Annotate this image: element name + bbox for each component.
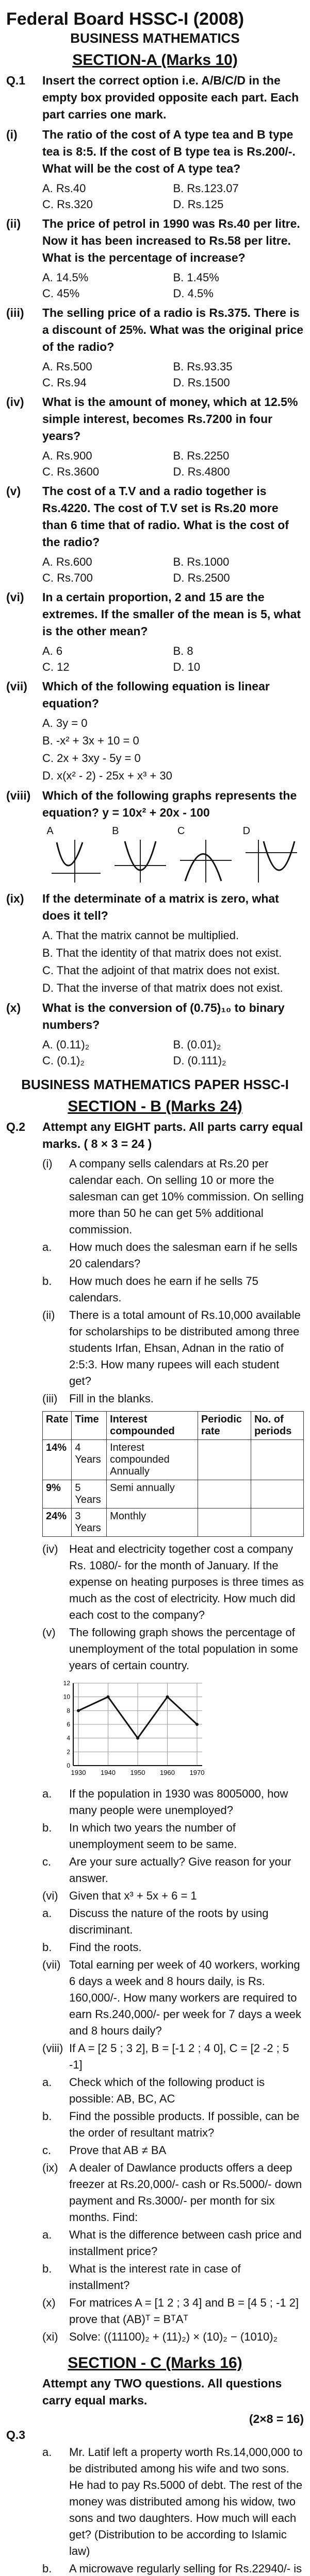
option-text: D. x(x² - 2) - 25x + x³ + 30: [42, 769, 172, 782]
graph-b-parabola-up: [112, 837, 169, 884]
x-tick-label: 1930: [71, 1769, 86, 1776]
graph-d-parabola-shifted: [243, 837, 300, 884]
question-part: [42, 1624, 304, 1674]
table-cell: [251, 1440, 304, 1480]
part-text: Check which of the following product is possible: AB, BC, AC: [69, 2076, 265, 2105]
q1-x-text: What is the conversion of (0.75)₁₀ to binary numbers?: [42, 1001, 285, 1031]
part-label: a.: [42, 1787, 52, 1800]
q1-number: Q.1: [6, 74, 26, 87]
option-text: C. That the adjoint of that matrix does not exist.: [42, 964, 280, 977]
mcq-list: [6, 126, 304, 675]
part-text: A dealer of Dawlance products offers a deep freezer at Rs.20,000/- cash or Rs.5000/- down payment and Rs.3000/- per month for six months. Find:: [69, 2161, 302, 2224]
table-cell: 3 Years: [72, 1509, 107, 1537]
graph-option-d: [243, 825, 300, 886]
section-c-marks: (2×8 = 16): [249, 2412, 304, 2426]
q1-ix-opt-c: [42, 962, 304, 979]
y-tick-label: 6: [67, 1721, 70, 1728]
graph-option-c: [177, 825, 234, 886]
option-text: A. That the matrix cannot be multiplied.: [42, 929, 239, 942]
mcq-text: The selling price of a radio is Rs.375. There is a discount of 25%. What was the original price of the radio?: [42, 306, 304, 353]
q1-ix: [6, 890, 304, 924]
q1-instruction-row: [6, 72, 304, 123]
part-label: a.: [42, 2446, 52, 2459]
question-part: [42, 2160, 304, 2226]
mcq-text: In a certain proportion, 2 and 15 are the extremes. If the smaller of the mean is 5, what is the other mean?: [42, 590, 301, 638]
y-tick-label: 4: [67, 1734, 70, 1742]
question-part: [42, 2261, 304, 2294]
option-text: B. Rs.123.07: [173, 182, 239, 195]
option-text: D. Rs.2500: [173, 571, 230, 584]
option-text: D. (0.111)₂: [173, 1054, 226, 1067]
option-text: B. 8: [173, 645, 193, 657]
paper-title: Federal Board HSSC-I (2008): [6, 9, 244, 29]
y-tick-label: 12: [63, 1680, 70, 1687]
section-c-instruction: Attempt any TWO questions. All questions carry equal marks.: [42, 2377, 282, 2407]
part-label: (vi): [42, 1889, 58, 1902]
data-point: [195, 1723, 199, 1726]
q1-x-label: (x): [6, 1001, 21, 1014]
mcq-label: (ii): [6, 217, 21, 230]
q1-vii-opt-c: [42, 750, 304, 767]
mcq-options: [42, 269, 304, 301]
graph-label: A: [46, 825, 54, 837]
section-a-heading: SECTION-A (Marks 10): [72, 52, 238, 69]
part-label: c.: [42, 1855, 52, 1868]
part-text: What is the difference between cash price and installment price?: [69, 2228, 302, 2258]
interest-rate-table: [42, 1411, 304, 1537]
part-label: (xi): [42, 2330, 58, 2343]
question-part: [42, 1391, 304, 1407]
question-part: [42, 2295, 304, 2328]
question-part: [42, 2142, 304, 2159]
q1-vii: [6, 678, 304, 712]
question-part: [42, 1239, 304, 1272]
table-header: Rate: [43, 1412, 72, 1440]
option-text: D. Rs.125: [173, 198, 224, 211]
table-cell: [198, 1480, 251, 1509]
section-b-parts-3: [6, 1786, 304, 2345]
table-row: [43, 1480, 304, 1509]
part-text: If the population in 1930 was 8005000, how many people were unemployed?: [69, 1787, 288, 1817]
question-part: [42, 1541, 304, 1623]
q1-ix-text: If the determinate of a matrix is zero, what does it tell?: [42, 892, 279, 922]
section-b-parts-2: [6, 1541, 304, 1674]
question-part: [42, 1820, 304, 1853]
q2-instruction-row: [6, 1118, 304, 1153]
option-text: A. (0.11)₂: [42, 1038, 90, 1051]
question-part: [42, 1957, 304, 2039]
q1-instruction: Insert the correct option i.e. A/B/C/D in the empty box provided opposite each part. Each part carries one mark.: [42, 74, 299, 121]
graph-a-parabola-up: [46, 837, 103, 884]
table-cell: [251, 1480, 304, 1509]
option-text: B. -x² + 3x + 10 = 0: [42, 734, 139, 747]
part-text: Prove that AB ≠ BA: [69, 2144, 167, 2157]
option-text: B. (0.01)₂: [173, 1038, 221, 1051]
part-text: The following graph shows the percentage of unemployment of the total population in some years of certain country.: [69, 1626, 298, 1672]
option-text: B. That the identity of that matrix does not exist.: [42, 946, 282, 959]
question-part: [42, 1939, 304, 1956]
part-text: Discuss the nature of the roots by using discriminant.: [69, 1907, 269, 1936]
q2-instruction: Attempt any EIGHT parts. All parts carry equal marks. ( 8 × 3 = 24 ): [42, 1120, 303, 1150]
part-text: Are your sure actually? Give reason for your answer.: [69, 1855, 291, 1885]
part-label: (v): [42, 1626, 56, 1639]
mcq-options: [42, 180, 304, 212]
part-text: How much does he earn if he sells 75 calendars.: [69, 1275, 258, 1304]
part-text: What is the interest rate in case of installment?: [69, 2262, 241, 2292]
part-label: (i): [42, 1157, 53, 1170]
option-text: D. That the inverse of that matrix does not exist.: [42, 981, 283, 994]
mcq-question: [6, 589, 304, 640]
mcq-question: [6, 126, 304, 177]
mcq-label: (vi): [6, 590, 24, 604]
part-label: (viii): [42, 2042, 63, 2055]
part-text: Solve: ((11100)₂ + (11)₂) × (10)₂ − (1010)₂: [69, 2330, 278, 2343]
table-header: Interest compounded: [107, 1412, 198, 1440]
q3-number: Q.3: [6, 2428, 26, 2442]
part-label: b.: [42, 1821, 52, 1834]
option-text: B. Rs.93.35: [173, 360, 233, 373]
q1-ix-opt-d: [42, 980, 304, 996]
y-tick-label: 0: [67, 1762, 70, 1769]
mcq-label: (iii): [6, 306, 24, 319]
option-text: A. 6: [42, 645, 63, 657]
option-text: A. 14.5%: [42, 271, 89, 284]
q1-ix-label: (ix): [6, 892, 24, 905]
mcq-question: [6, 215, 304, 266]
q1-viii: [6, 787, 304, 821]
question-part: [42, 2108, 304, 2141]
table-cell: Semi annually: [107, 1480, 198, 1509]
q1-vii-text: Which of the following equation is linear equation?: [42, 680, 270, 710]
option-text: C. (0.1)₂: [42, 1054, 85, 1067]
question-part: [42, 2329, 304, 2345]
option-text: C. 2x + 3xy - 5y = 0: [42, 752, 141, 765]
mcq-options: [42, 359, 304, 391]
part-text: Fill in the blanks.: [69, 1392, 154, 1405]
part-text: Find the roots.: [69, 1941, 142, 1954]
q1-vii-opt-a: [42, 715, 304, 732]
question-part: [42, 1307, 304, 1389]
option-text: A. Rs.500: [42, 360, 92, 373]
section-b-paper-title: BUSINESS MATHEMATICS PAPER HSSC-I: [21, 1077, 289, 1092]
x-tick-label: 1970: [189, 1769, 205, 1776]
table-header-row: [43, 1412, 304, 1440]
question-part: [42, 1156, 304, 1238]
q3-parts: [6, 2444, 304, 2576]
mcq-text: The ratio of the cost of A type tea and B type tea is 8:5. If the cost of B type tea is Rs.200/-. What will be the cost of A type tea?: [42, 128, 296, 175]
mcq-label: (i): [6, 128, 18, 141]
table-cell: [251, 1509, 304, 1537]
question-part: [42, 2227, 304, 2260]
q1-viii-label: (viii): [6, 789, 31, 802]
question-part: [42, 1905, 304, 1938]
graph-option-b: [112, 825, 169, 886]
part-label: b.: [42, 1275, 52, 1287]
part-text: There is a total amount of Rs.10,000 available for scholarships to be distributed among three students Irfan, Ehsan, Adnan in the ratio of 2:5:3. How many rupees will each student get?: [69, 1309, 301, 1387]
question-part: [42, 2074, 304, 2107]
question-part: [42, 2444, 304, 2560]
y-tick-label: 10: [63, 1693, 70, 1701]
part-text: Mr. Latif left a property worth Rs.14,000,000 to be distributed among his wife and two sons. He had to pay Rs.5000 of debt. The rest of the money was distributed among his widow, two sons and two daughters. How much will each get? (Distribution to be according to Islamic law): [69, 2446, 303, 2557]
option-text: C. Rs.3600: [42, 465, 100, 478]
option-text: D. 4.5%: [173, 287, 214, 300]
part-text: For matrices A = [1 2 ; 3 4] and B = [4 5 ; -1 2] prove that (AB)ᵀ = BᵀAᵀ: [69, 2296, 299, 2326]
data-point: [166, 1696, 169, 1699]
mcq-question: [6, 394, 304, 445]
q1-ix-opt-a: [42, 927, 304, 944]
graph-label: B: [112, 825, 119, 837]
part-label: b.: [42, 1941, 52, 1954]
part-label: c.: [42, 2144, 52, 2157]
data-point: [136, 1737, 139, 1740]
table-cell: 24%: [43, 1509, 72, 1537]
option-text: B. 1.45%: [173, 271, 219, 284]
table-row: [43, 1509, 304, 1537]
part-label: a.: [42, 1907, 52, 1920]
y-tick-label: 8: [67, 1707, 70, 1715]
table-cell: 14%: [43, 1440, 72, 1480]
question-part: [42, 2561, 304, 2576]
option-text: A. Rs.900: [42, 449, 92, 462]
mcq-text: The cost of a T.V and a radio together is Rs.4220. The cost of T.V set is Rs.20 more than 6 time that of radio. What is the cost of the radio?: [42, 484, 289, 549]
table-cell: 4 Years: [72, 1440, 107, 1480]
part-text: Given that x³ + 5x + 6 = 1: [69, 1889, 197, 1902]
data-point: [77, 1709, 80, 1712]
mcq-options: [42, 448, 304, 480]
table-cell: Interest compounded Annually: [107, 1440, 198, 1480]
table-cell: 9%: [43, 1480, 72, 1509]
part-label: (ii): [42, 1309, 55, 1321]
option-text: A. 3y = 0: [42, 717, 88, 730]
table-cell: Monthly: [107, 1509, 198, 1537]
table-cell: 5 Years: [72, 1480, 107, 1509]
part-text: Find the possible products. If possible, can be the order of resultant matrix?: [69, 2110, 300, 2139]
q1-viii-text: Which of the following graphs represents the equation? y = 10x² + 20x - 100: [42, 789, 297, 819]
option-text: D. Rs.1500: [173, 376, 230, 389]
part-label: (ix): [42, 2161, 58, 2174]
table-header: No. of periods: [251, 1412, 304, 1440]
part-label: (vii): [42, 1958, 61, 1971]
part-label: a.: [42, 1241, 52, 1253]
option-text: C. Rs.320: [42, 198, 93, 211]
part-text: In which two years the number of unemployment seem to be same.: [69, 1821, 237, 1851]
graph-c-parabola-down: [177, 837, 234, 884]
option-text: D. 10: [173, 660, 201, 673]
q1-vii-opt-b: [42, 733, 304, 749]
x-tick-label: 1960: [160, 1769, 175, 1776]
subject-heading: BUSINESS MATHEMATICS: [70, 30, 240, 46]
question-part: [42, 1273, 304, 1306]
question-part: [42, 2040, 304, 2073]
option-text: A. Rs.600: [42, 555, 92, 568]
graph-label: D: [242, 825, 251, 837]
unemployment-line-chart: [53, 1678, 207, 1781]
x-tick-label: 1950: [130, 1769, 145, 1776]
mcq-text: The price of petrol in 1990 was Rs.40 per litre. Now it has been increased to Rs.58 per litre. What is the percentage of increase?: [42, 217, 300, 264]
question-part: [42, 1854, 304, 1887]
q1-x: [6, 999, 304, 1033]
x-tick-label: 1940: [101, 1769, 116, 1776]
question-part: [42, 1888, 304, 1904]
graph-label: C: [177, 825, 185, 837]
mcq-text: What is the amount of money, which at 12.5% simple interest, becomes Rs.7200 in four years?: [42, 395, 298, 443]
q1-vii-opt-d: [42, 768, 304, 784]
part-label: (iii): [42, 1392, 58, 1405]
part-label: (iv): [42, 1543, 58, 1555]
unemployment-chart-container: [53, 1678, 304, 1784]
option-text: B. Rs.2250: [173, 449, 230, 462]
exam-paper: [0, 9, 310, 2576]
option-text: C. 45%: [42, 287, 80, 300]
mcq-label: (v): [6, 484, 21, 498]
part-label: b.: [42, 2562, 52, 2575]
mcq-question: [6, 483, 304, 551]
option-text: C. 12: [42, 660, 70, 673]
part-label: b.: [42, 2110, 52, 2123]
q1-ix-opt-b: [42, 945, 304, 961]
part-label: (x): [42, 2296, 56, 2309]
table-cell: [198, 1509, 251, 1537]
q1-vii-label: (vii): [6, 680, 27, 693]
table-cell: [198, 1440, 251, 1480]
section-c-heading: SECTION - C (Marks 16): [68, 2354, 242, 2371]
part-text: Total earning per week of 40 workers, working 6 days a week and 8 hours daily, is Rs. 160,000/-. How many workers are required to earn Rs.240,000/- per week for 7 days a week and 8 hours daily?: [69, 1958, 302, 2037]
part-text: A company sells calendars at Rs.20 per calendar each. On selling 10 or more the salesman can get 10% commission. On selling more than 50 he can get 5% additional commission.: [69, 1157, 304, 1236]
graph-option-a: [46, 825, 103, 886]
q2-number: Q.2: [6, 1120, 26, 1133]
option-text: C. Rs.94: [42, 376, 87, 389]
table-row: [43, 1440, 304, 1480]
mcq-options: [42, 554, 304, 586]
part-text: Heat and electricity together cost a company Rs. 1080/- for the month of January. If the expense on heating purposes is three times as much as the cost of electricity. How much did each cost to the company?: [69, 1543, 304, 1621]
option-text: C. Rs.700: [42, 571, 93, 584]
part-text: If A = [2 5 ; 3 2], B = [-1 2 ; 4 0], C = [2 -2 ; 5 -1]: [69, 2042, 289, 2071]
spacer: [6, 2375, 42, 2409]
part-label: a.: [42, 2076, 52, 2089]
part-label: a.: [42, 2228, 52, 2241]
option-text: D. Rs.4800: [173, 465, 230, 478]
part-text: A microwave regularly selling for Rs.22940/- is: [69, 2562, 302, 2575]
section-b-parts: [6, 1156, 304, 1407]
mcq-options: [42, 643, 304, 675]
mcq-question: [6, 304, 304, 355]
y-tick-label: 2: [67, 1748, 70, 1756]
mcq-label: (iv): [6, 395, 24, 409]
q1-viii-graphs: [42, 825, 304, 886]
section-b-heading: SECTION - B (Marks 24): [68, 1098, 242, 1115]
question-part: [42, 1786, 304, 1819]
section-c-instruction-row: [6, 2375, 304, 2409]
table-header: Time: [72, 1412, 107, 1440]
table-header: Periodic rate: [198, 1412, 251, 1440]
part-label: b.: [42, 2262, 52, 2275]
option-text: A. Rs.40: [42, 182, 86, 195]
q1-x-options: [42, 1037, 304, 1069]
part-text: How much does the salesman earn if he sells 20 calendars?: [69, 1241, 298, 1270]
data-point: [107, 1696, 110, 1699]
option-text: B. Rs.1000: [173, 555, 230, 568]
